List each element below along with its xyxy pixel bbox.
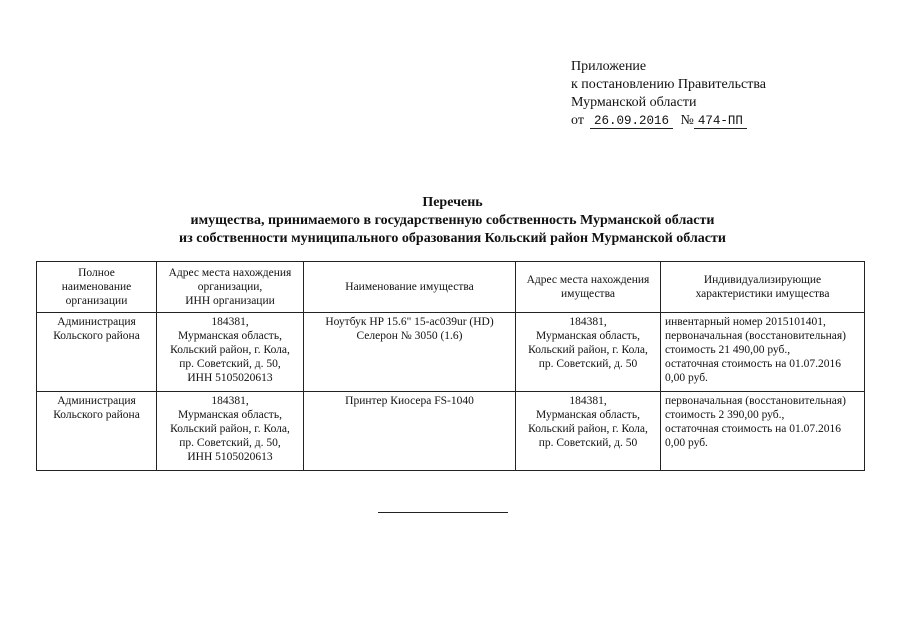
number-prefix: № [680, 113, 694, 128]
cell-property-name: Ноутбук HP 15.6" 15-ac039ur (HD) Селерон № 3050 (1.6) [304, 313, 516, 392]
decree-date: 26.09.2016 [590, 114, 673, 129]
cell-org-address: 184381, Мурманская область, Кольский район, г. Кола, пр. Советский, д. 50, ИНН 5105020613 [157, 313, 304, 392]
decree-number: 474-ПП [694, 114, 747, 129]
cell-characteristics: первоначальная (восстановительная) стоимость 2 390,00 руб., остаточная стоимость на 01.07.2016 0,00 руб. [661, 392, 865, 471]
cell-property-address: 184381, Мурманская область, Кольский район, г. Кола, пр. Советский, д. 50 [516, 313, 661, 392]
header-org-name: Полное наименование организации [37, 262, 157, 313]
document-title [0, 194, 905, 248]
appendix-decree: к постановлению Правительства [571, 77, 767, 92]
appendix-block [571, 58, 766, 130]
header-org-address: Адрес места нахождения организации, ИНН организации [157, 262, 304, 313]
table-row [37, 392, 865, 471]
header-property-address: Адрес места нахождения имущества [516, 262, 661, 313]
closing-divider [378, 512, 508, 513]
appendix-dateline [571, 112, 766, 130]
cell-org-name: Администрация Кольского района [37, 313, 157, 392]
cell-property-name: Принтер Киосера FS-1040 [304, 392, 516, 471]
header-property-name: Наименование имущества [304, 262, 516, 313]
title-line-1: Перечень [422, 195, 483, 210]
header-characteristics: Индивидуализирующие характеристики имущества [661, 262, 865, 313]
date-prefix: от [571, 113, 584, 128]
appendix-region: Мурманской области [571, 95, 697, 110]
cell-property-address: 184381, Мурманская область, Кольский район, г. Кола, пр. Советский, д. 50 [516, 392, 661, 471]
title-line-2: имущества, принимаемого в государственную собственность Мурманской области [190, 213, 715, 228]
cell-characteristics: инвентарный номер 2015101401, первоначальная (восстановительная) стоимость 21 490,00 руб., остаточная стоимость на 01.07.2016 0,00 руб. [661, 313, 865, 392]
table-row [37, 313, 865, 392]
title-line-3: из собственности муниципального образования Кольский район Мурманской области [179, 231, 726, 246]
appendix-title: Приложение [571, 59, 647, 74]
table-header-row [37, 262, 865, 313]
cell-org-address: 184381, Мурманская область, Кольский район, г. Кола, пр. Советский, д. 50, ИНН 5105020613 [157, 392, 304, 471]
cell-org-name: Администрация Кольского района [37, 392, 157, 471]
property-table [36, 261, 865, 471]
